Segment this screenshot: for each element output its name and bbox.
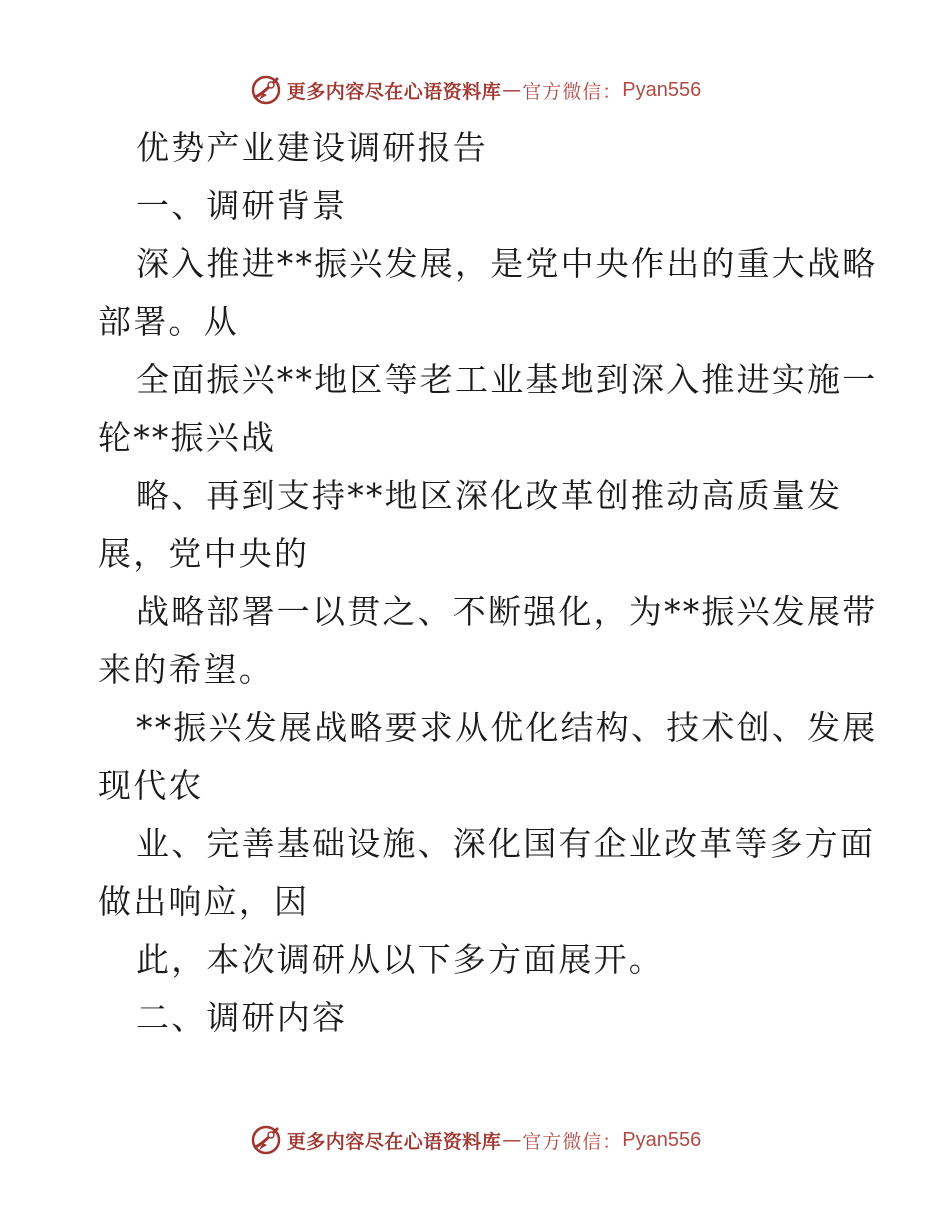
paragraph-line: 来的希望。	[98, 650, 274, 689]
banner-wechat-label: 官方微信：	[522, 1130, 623, 1153]
banner-wechat-id: Pyan556	[622, 78, 702, 101]
banner-wechat-label: 官方微信：	[522, 80, 623, 103]
banner-dash: —	[502, 1129, 522, 1151]
banner-dash: —	[502, 79, 522, 101]
pen-circle-logo-icon	[249, 73, 283, 107]
pen-circle-logo-icon	[249, 1123, 283, 1157]
paragraph-line: 业、完善基础设施、深化国有企业改革等多方面	[136, 824, 876, 863]
paragraph-line: 部署。从	[98, 302, 239, 341]
paragraph-line: 做出响应，因	[98, 882, 310, 921]
document-body	[98, 119, 878, 1047]
paragraph-line: 此，本次调研从以下多方面展开。	[136, 940, 664, 979]
banner-text: 更多内容尽在心语资料库	[286, 80, 502, 103]
section-heading: 二、调研内容	[136, 998, 348, 1037]
paragraph-line: 展，党中央的	[98, 534, 310, 573]
paragraph-line: 轮**振兴战	[98, 418, 277, 457]
section-heading: 一、调研背景	[136, 186, 348, 225]
paragraph-line: 略、再到支持**地区深化改革创推动高质量发	[136, 476, 843, 515]
paragraph-line: 深入推进**振兴发展，是党中央作出的重大战略	[136, 244, 878, 283]
document-title: 优势产业建设调研报告	[136, 128, 488, 167]
banner-wechat-id: Pyan556	[622, 1128, 702, 1151]
footer-banner	[0, 1120, 950, 1160]
banner-text: 更多内容尽在心语资料库	[286, 1130, 502, 1153]
paragraph-line: 现代农	[98, 766, 204, 805]
paragraph-line: 战略部署一以贯之、不断强化，为**振兴发展带	[136, 592, 878, 631]
header-banner	[0, 70, 950, 110]
paragraph-line: **振兴发展战略要求从优化结构、技术创、发展	[136, 708, 878, 747]
paragraph-line: 全面振兴**地区等老工业基地到深入推进实施一	[136, 360, 878, 399]
